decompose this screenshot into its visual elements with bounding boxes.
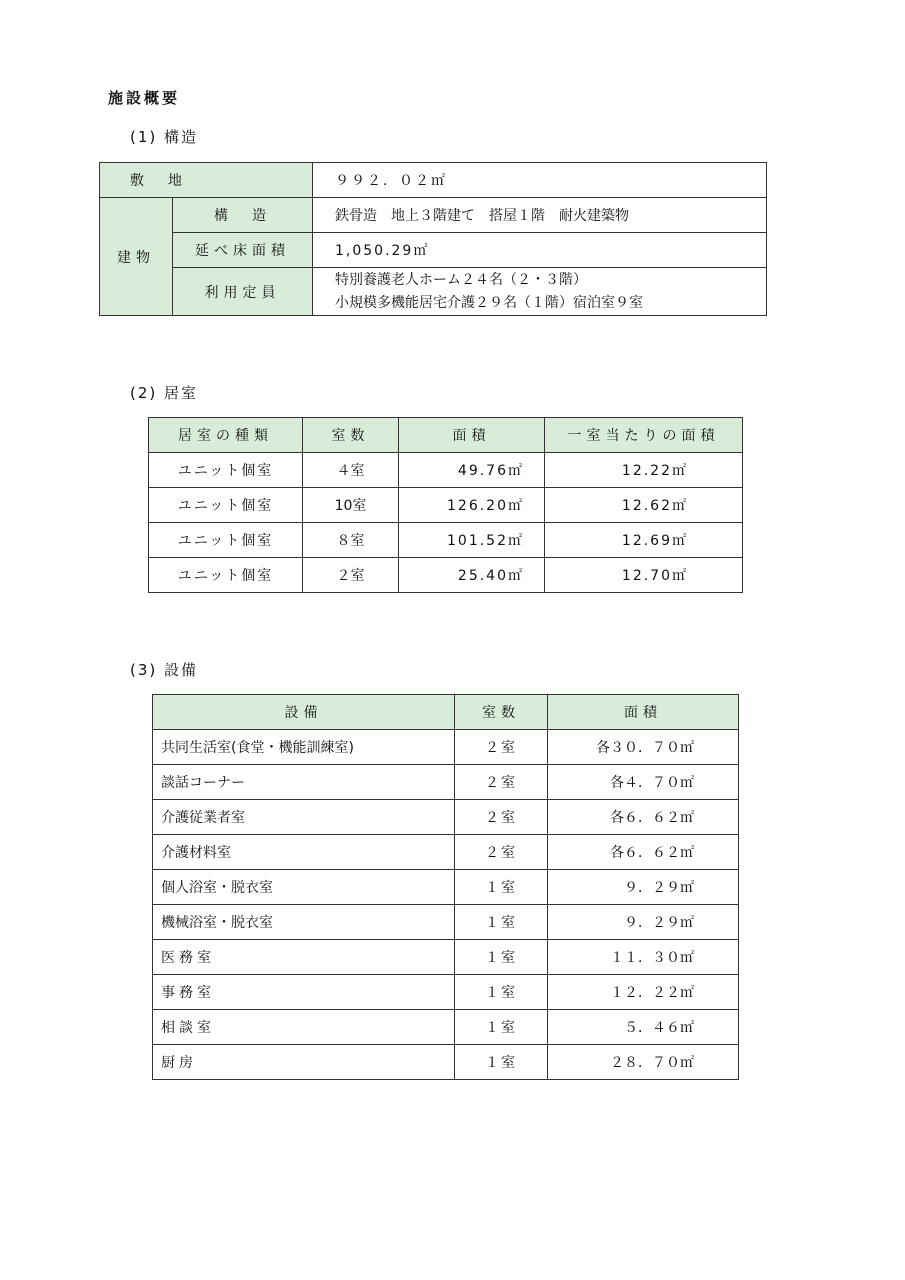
facility-count: １室 bbox=[455, 940, 548, 975]
room-area-per-room: 12.70㎡ bbox=[545, 558, 743, 593]
rooms-header-row bbox=[149, 418, 743, 453]
facility-name: 医務室 bbox=[153, 940, 455, 975]
facility-area: 各６．６２㎡ bbox=[548, 835, 739, 870]
floor-area-label: 延べ床面積 bbox=[173, 233, 313, 268]
facility-name: 個人浴室・脱衣室 bbox=[153, 870, 455, 905]
table-row bbox=[153, 765, 739, 800]
room-count: ８室 bbox=[303, 523, 399, 558]
facility-count: １室 bbox=[455, 1045, 548, 1080]
structure-label: 構 造 bbox=[173, 198, 313, 233]
facility-count: １室 bbox=[455, 905, 548, 940]
rooms-table bbox=[148, 417, 743, 593]
structure-value: 鉄骨造 地上３階建て 搭屋１階 耐火建築物 bbox=[313, 198, 767, 233]
room-area-per-room: 12.62㎡ bbox=[545, 488, 743, 523]
room-count: ４室 bbox=[303, 453, 399, 488]
floor-area-value: 1,050.29㎡ bbox=[313, 233, 767, 268]
room-area: 101.52㎡ bbox=[399, 523, 545, 558]
facilities-header-row bbox=[153, 695, 739, 730]
section-heading-facilities: (3) 設備 bbox=[130, 661, 199, 679]
table-row bbox=[153, 940, 739, 975]
facility-area: ２８．７０㎡ bbox=[548, 1045, 739, 1080]
table-row bbox=[153, 835, 739, 870]
facility-name: 事務室 bbox=[153, 975, 455, 1010]
facility-name: 厨房 bbox=[153, 1045, 455, 1080]
room-area: 25.40㎡ bbox=[399, 558, 545, 593]
capacity-line-1: 特別養護老人ホーム２４名（２・３階） bbox=[335, 271, 587, 288]
facility-area: １１．３０㎡ bbox=[548, 940, 739, 975]
facility-count: １室 bbox=[455, 870, 548, 905]
facility-count: １室 bbox=[455, 975, 548, 1010]
header-room-count: 室数 bbox=[303, 418, 399, 453]
table-row bbox=[153, 730, 739, 765]
header-area-per-room: 一室当たりの面積 bbox=[545, 418, 743, 453]
header-facility-count: 室数 bbox=[455, 695, 548, 730]
capacity-value bbox=[313, 268, 767, 316]
facility-name: 共同生活室(食堂・機能訓練室) bbox=[153, 730, 455, 765]
page-title: 施設概要 bbox=[108, 89, 181, 107]
room-area-per-room: 12.69㎡ bbox=[545, 523, 743, 558]
facility-area: ５．４６㎡ bbox=[548, 1010, 739, 1045]
structure-table bbox=[99, 162, 767, 316]
room-type: ユニット個室 bbox=[149, 453, 303, 488]
table-row bbox=[149, 558, 743, 593]
facility-area: 各４．７０㎡ bbox=[548, 765, 739, 800]
building-label: 建物 bbox=[100, 198, 173, 316]
table-row bbox=[149, 523, 743, 558]
site-value: ９９２．０２㎡ bbox=[313, 163, 767, 198]
table-row bbox=[153, 800, 739, 835]
facility-name: 談話コーナー bbox=[153, 765, 455, 800]
facility-count: ２室 bbox=[455, 730, 548, 765]
facility-count: ２室 bbox=[455, 835, 548, 870]
facility-name: 機械浴室・脱衣室 bbox=[153, 905, 455, 940]
table-row bbox=[153, 870, 739, 905]
facilities-table bbox=[152, 694, 739, 1080]
site-label: 敷 地 bbox=[100, 163, 313, 198]
table-row bbox=[153, 905, 739, 940]
header-area: 面積 bbox=[399, 418, 545, 453]
header-facility-area: 面積 bbox=[548, 695, 739, 730]
facility-count: １室 bbox=[455, 1010, 548, 1045]
room-count: ２室 bbox=[303, 558, 399, 593]
room-count: 10室 bbox=[303, 488, 399, 523]
room-type: ユニット個室 bbox=[149, 488, 303, 523]
room-area-per-room: 12.22㎡ bbox=[545, 453, 743, 488]
table-row bbox=[153, 1045, 739, 1080]
header-facility: 設備 bbox=[153, 695, 455, 730]
room-type: ユニット個室 bbox=[149, 523, 303, 558]
room-area: 126.20㎡ bbox=[399, 488, 545, 523]
facility-name: 介護材料室 bbox=[153, 835, 455, 870]
header-room-type: 居室の種類 bbox=[149, 418, 303, 453]
section-heading-rooms: (2) 居室 bbox=[130, 384, 199, 402]
facility-area: ９．２９㎡ bbox=[548, 905, 739, 940]
facility-area: ９．２９㎡ bbox=[548, 870, 739, 905]
facility-count: ２室 bbox=[455, 800, 548, 835]
facility-area: 各３０．７０㎡ bbox=[548, 730, 739, 765]
capacity-label: 利用定員 bbox=[173, 268, 313, 316]
section-heading-structure: (1) 構造 bbox=[130, 128, 199, 146]
capacity-line-2: 小規模多機能居宅介護２９名（１階）宿泊室９室 bbox=[335, 294, 643, 311]
facility-area: １２．２２㎡ bbox=[548, 975, 739, 1010]
room-type: ユニット個室 bbox=[149, 558, 303, 593]
table-row bbox=[149, 453, 743, 488]
facility-name: 介護従業者室 bbox=[153, 800, 455, 835]
table-row bbox=[153, 975, 739, 1010]
table-row bbox=[149, 488, 743, 523]
facility-area: 各６．６２㎡ bbox=[548, 800, 739, 835]
room-area: 49.76㎡ bbox=[399, 453, 545, 488]
facility-name: 相談室 bbox=[153, 1010, 455, 1045]
table-row bbox=[153, 1010, 739, 1045]
facility-count: ２室 bbox=[455, 765, 548, 800]
